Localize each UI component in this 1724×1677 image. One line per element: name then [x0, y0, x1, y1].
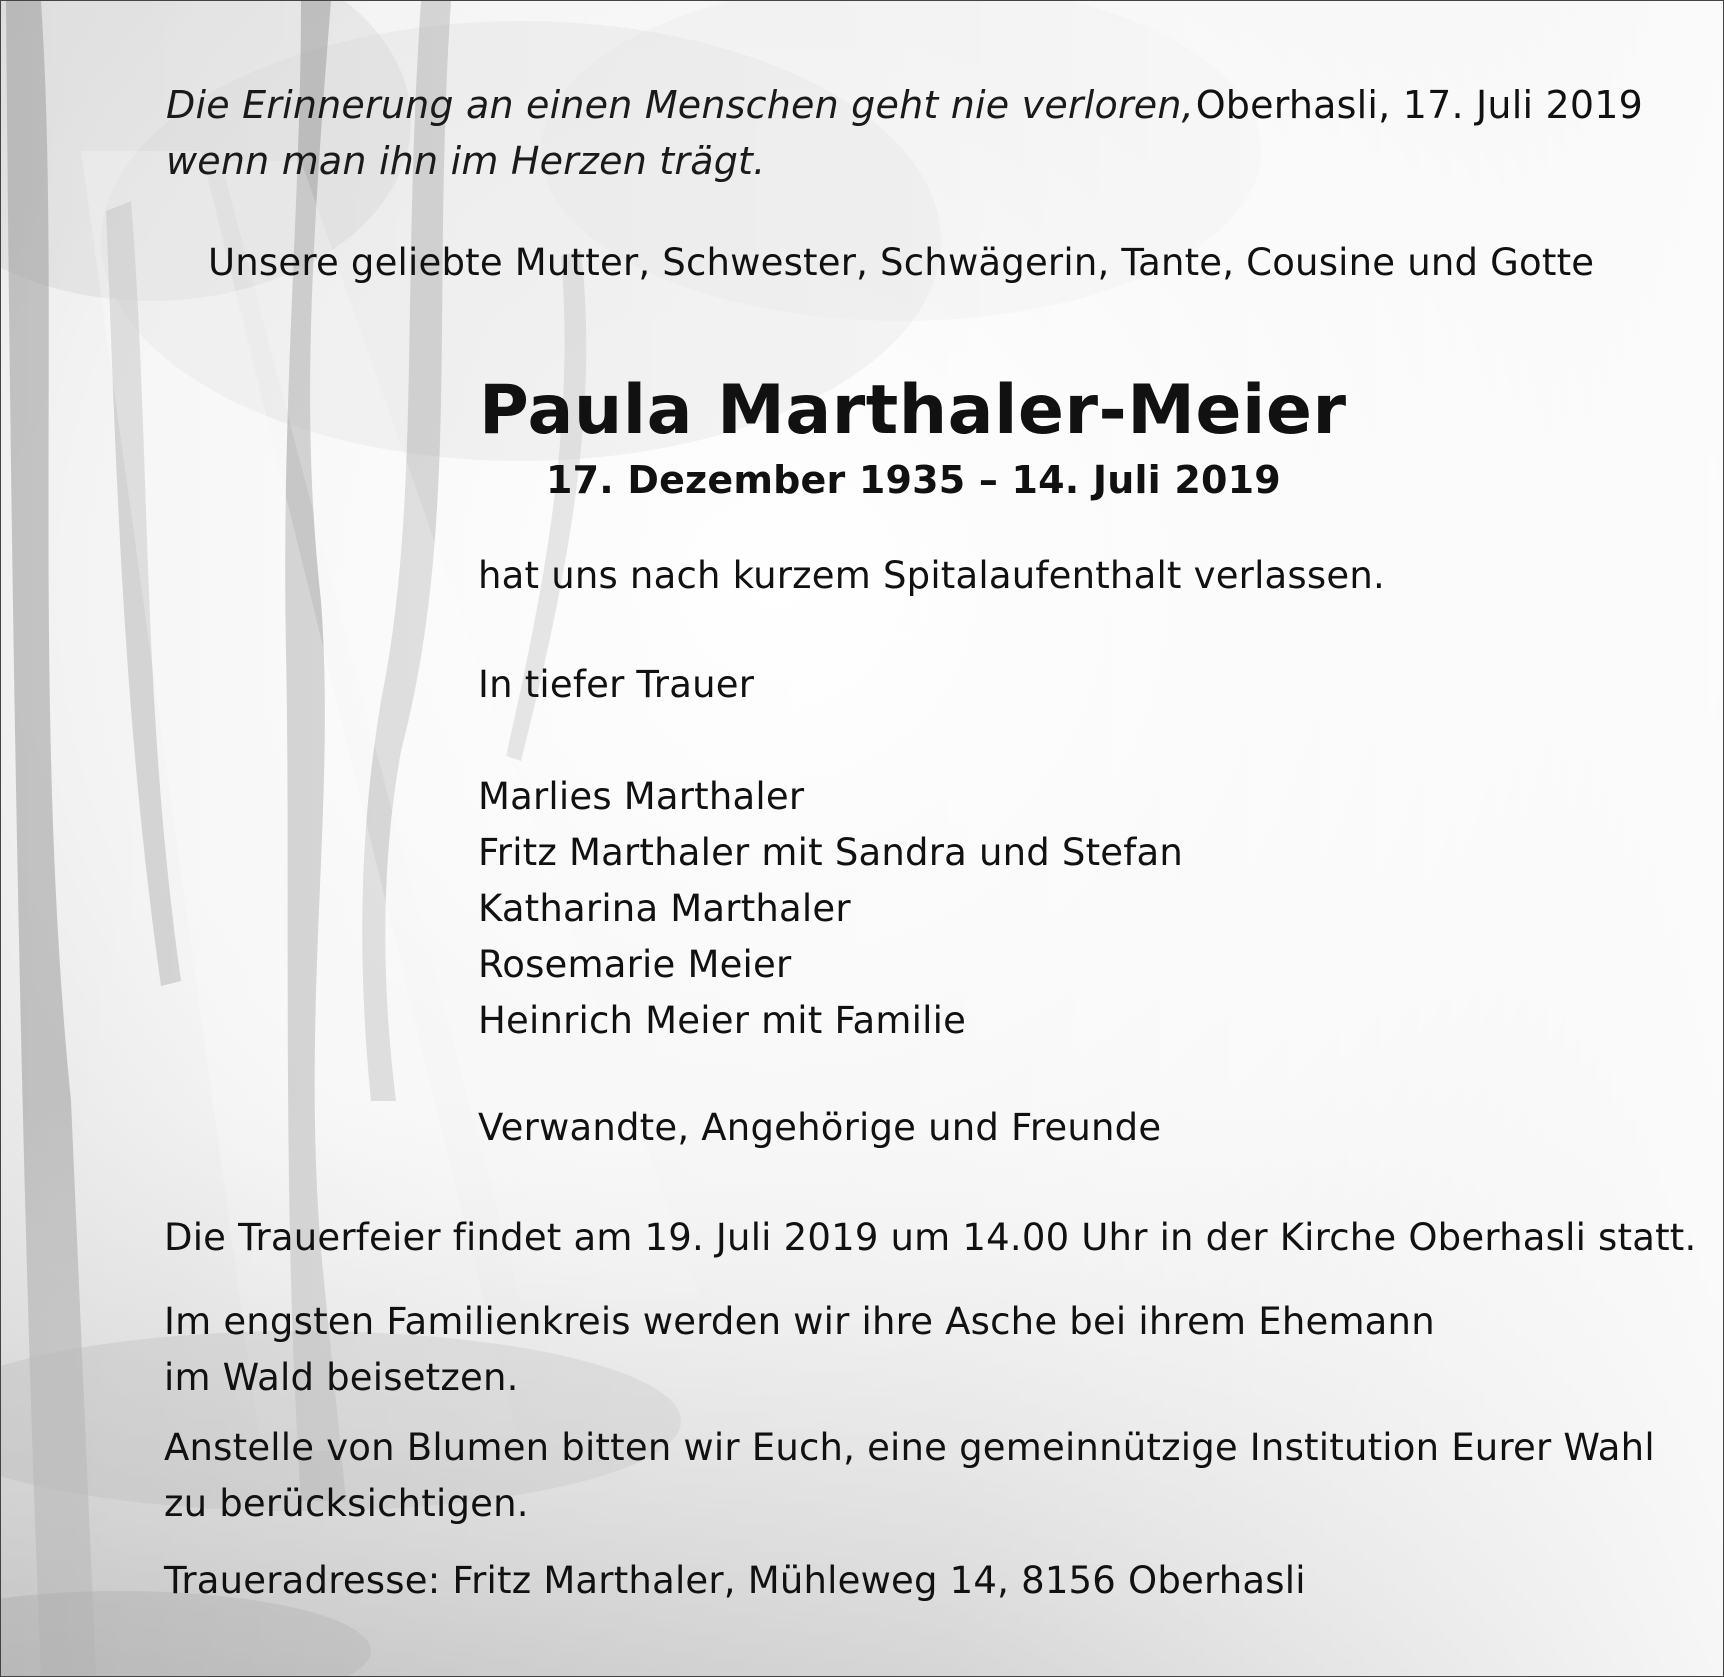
mourner-name: Heinrich Meier mit Familie	[478, 999, 967, 1042]
life-dates: 17. Dezember 1935 – 14. Juli 2019	[546, 458, 1281, 502]
memorial-quote	[166, 77, 1194, 189]
quote-line-1: Die Erinnerung an einen Menschen geht nie verloren,	[166, 83, 1194, 127]
burial-line-2: im Wald beisetzen.	[164, 1356, 519, 1399]
mourners-list	[478, 769, 1183, 1049]
flowers-request	[164, 1420, 1655, 1532]
mourning-line: In tiefer Trauer	[478, 663, 755, 706]
deceased-name: Paula Marthaler-Meier	[479, 371, 1347, 450]
place-and-date: Oberhasli, 17. Juli 2019	[1195, 83, 1643, 127]
mourner-name: Marlies Marthaler	[478, 775, 805, 818]
intro-line: Unsere geliebte Mutter, Schwester, Schwägerin, Tante, Cousine und Gotte	[208, 241, 1595, 284]
passing-message: hat uns nach kurzem Spitalaufenthalt verlassen.	[478, 554, 1385, 597]
burial-info	[164, 1294, 1435, 1406]
funeral-info: Die Trauerfeier findet am 19. Juli 2019 um 14.00 Uhr in der Kirche Oberhasli statt.	[164, 1216, 1697, 1259]
mourning-address: Traueradresse: Fritz Marthaler, Mühleweg 14, 8156 Oberhasli	[164, 1559, 1306, 1602]
mourner-name: Fritz Marthaler mit Sandra und Stefan	[478, 831, 1184, 874]
burial-line-1: Im engsten Familienkreis werden wir ihre Asche bei ihrem Ehemann	[164, 1300, 1435, 1343]
flowers-line-2: zu berücksichtigen.	[164, 1482, 529, 1525]
mourner-name: Rosemarie Meier	[478, 943, 792, 986]
quote-line-2: wenn man ihn im Herzen trägt.	[166, 139, 766, 183]
mourner-name: Katharina Marthaler	[478, 887, 851, 930]
flowers-line-1: Anstelle von Blumen bitten wir Euch, eine gemeinnützige Institution Eurer Wahl	[164, 1426, 1655, 1469]
relatives-line: Verwandte, Angehörige und Freunde	[478, 1106, 1162, 1149]
